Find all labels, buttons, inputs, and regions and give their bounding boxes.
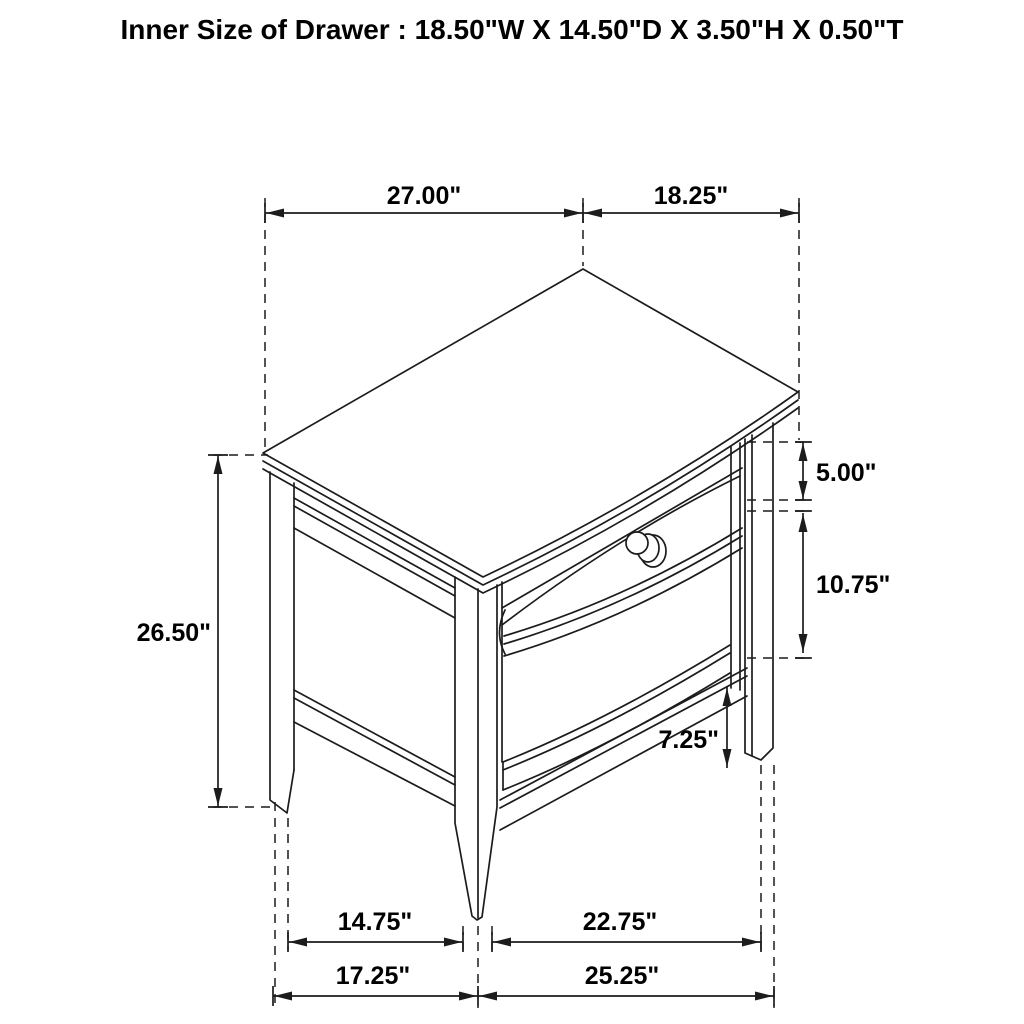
dim-label-leg-outer-span-side: 17.25" — [335, 962, 411, 990]
dimension-annotations — [137, 182, 891, 1008]
dim-label-leg-outer-span-front: 25.25" — [584, 962, 660, 990]
dim-label-top-width: 27.00" — [386, 182, 462, 210]
dim-top-to-drawer — [747, 442, 877, 500]
dim-leg-outer-span-side — [273, 962, 478, 1006]
dim-label-shelf-leg-clearance: 7.25" — [658, 726, 719, 754]
back-right-leg — [731, 423, 773, 760]
nightstand-line-drawing — [263, 269, 798, 920]
dim-top-width — [265, 182, 799, 450]
dim-label-leg-inner-span-side: 14.75" — [337, 908, 413, 936]
dim-leg-outer-span-front — [478, 962, 774, 1006]
front-leg — [455, 577, 502, 920]
shelf — [503, 645, 730, 790]
drawer-knob — [626, 532, 666, 567]
dim-label-leg-inner-span-front: 22.75" — [582, 908, 658, 936]
side-panel — [294, 498, 455, 806]
dim-top-depth — [583, 182, 799, 218]
dim-label-drawer-to-shelf: 10.75" — [816, 571, 891, 599]
dim-drawer-to-shelf — [747, 511, 890, 658]
page-title: Inner Size of Drawer : 18.50"W X 14.50"D X 3.50"H X 0.50"T — [120, 14, 904, 45]
back-left-leg — [270, 472, 294, 813]
dim-overall-height — [137, 455, 276, 807]
dim-label-top-to-drawer: 5.00" — [816, 459, 877, 487]
tabletop — [263, 269, 798, 593]
dim-label-top-depth: 18.25" — [653, 182, 729, 210]
dim-shelf-leg-clearance — [658, 687, 731, 768]
drawer — [500, 468, 743, 656]
dim-label-overall-height: 26.50" — [136, 619, 211, 647]
